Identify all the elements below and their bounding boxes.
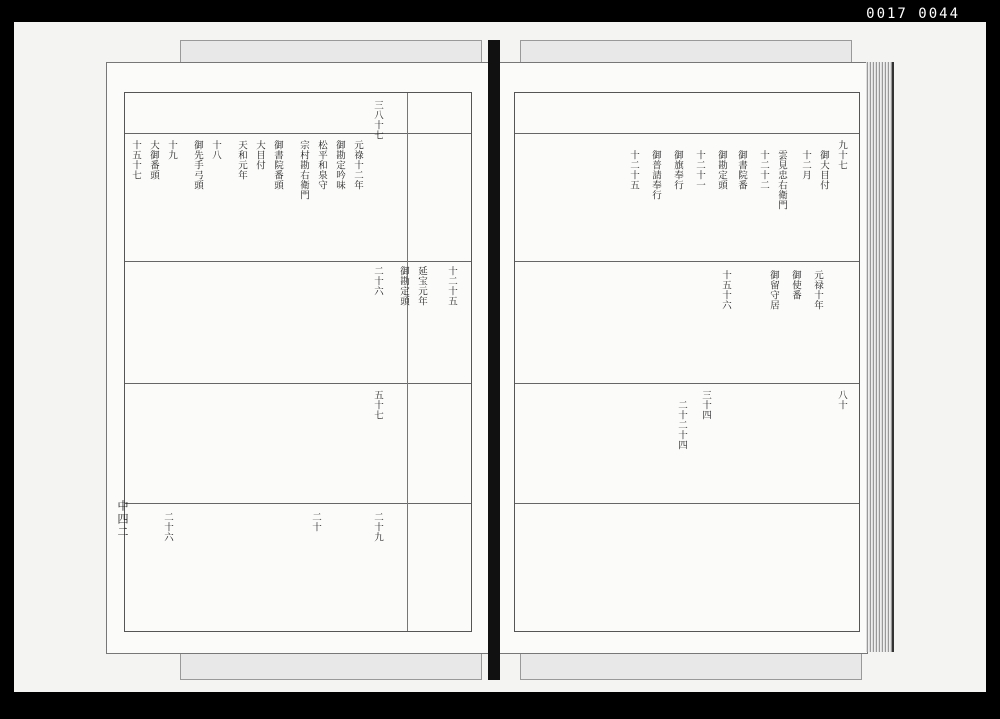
entry-text: 御先手弓頭 [192,140,203,190]
entry-text: 雲見忠右衛門 [776,150,787,210]
entry-text: 十二十二 [758,150,769,190]
margin-mark: 中四二 [116,500,129,539]
entry-text: 二十二十四 [676,400,687,450]
entry-text: 十五十七 [130,140,141,180]
entry-text: 十八 [210,140,221,160]
entry-text: 天和元年 [236,140,247,180]
entry-text: 御勘定頭 [398,266,409,306]
entry-text: 御大目付 [818,150,829,190]
entry-text: 松平和泉守 [316,140,327,190]
page-edge-stack [866,62,894,652]
entry-text: 三十四 [700,390,711,420]
entry-text: 十五十六 [720,270,731,310]
entry-text: 御書院番 [736,150,747,190]
binding-clip-top [180,40,482,64]
entry-text: 二十六 [162,512,173,542]
entry-text: 御書院番頭 [272,140,283,190]
entry-text: 御旗奉行 [672,150,683,190]
binding-clip-bottom-right [520,652,862,680]
film-frame-number: 0017 0044 [866,6,960,22]
entry-text: 御勘定吟味 [334,140,345,190]
entry-text: 三八十七 [372,100,383,140]
entry-text: 十二十一 [694,150,705,190]
binding-clip-top-right [520,40,852,64]
binding-clip-bottom [180,652,482,680]
entry-text: 延宝元年 [416,266,427,306]
book-gutter [488,40,500,680]
entry-text: 二十九 [372,512,383,542]
entry-text: 十九 [166,140,177,160]
entry-text: 御使番 [790,270,801,300]
entry-text: 大御番頭 [148,140,159,180]
entry-text: 元禄十年 [812,270,823,310]
entry-text: 九十七 [836,140,847,170]
entry-text: 宗村勘右衛門 [298,140,309,200]
entry-text: 御普請奉行 [650,150,661,200]
entry-text: 十二月 [800,150,811,180]
entry-text: 大目付 [254,140,265,170]
entry-text: 五十七 [372,390,383,420]
entry-text: 二十 [310,512,321,532]
entry-text: 十二十五 [446,266,457,306]
entry-text: 御勘定頭 [716,150,727,190]
entry-text: 二十六 [372,266,383,296]
entry-text: 八十 [836,390,847,410]
entry-text: 御留守居 [768,270,779,310]
entry-text: 元祿十二年 [352,140,363,190]
entry-text: 十二十五 [628,150,639,190]
